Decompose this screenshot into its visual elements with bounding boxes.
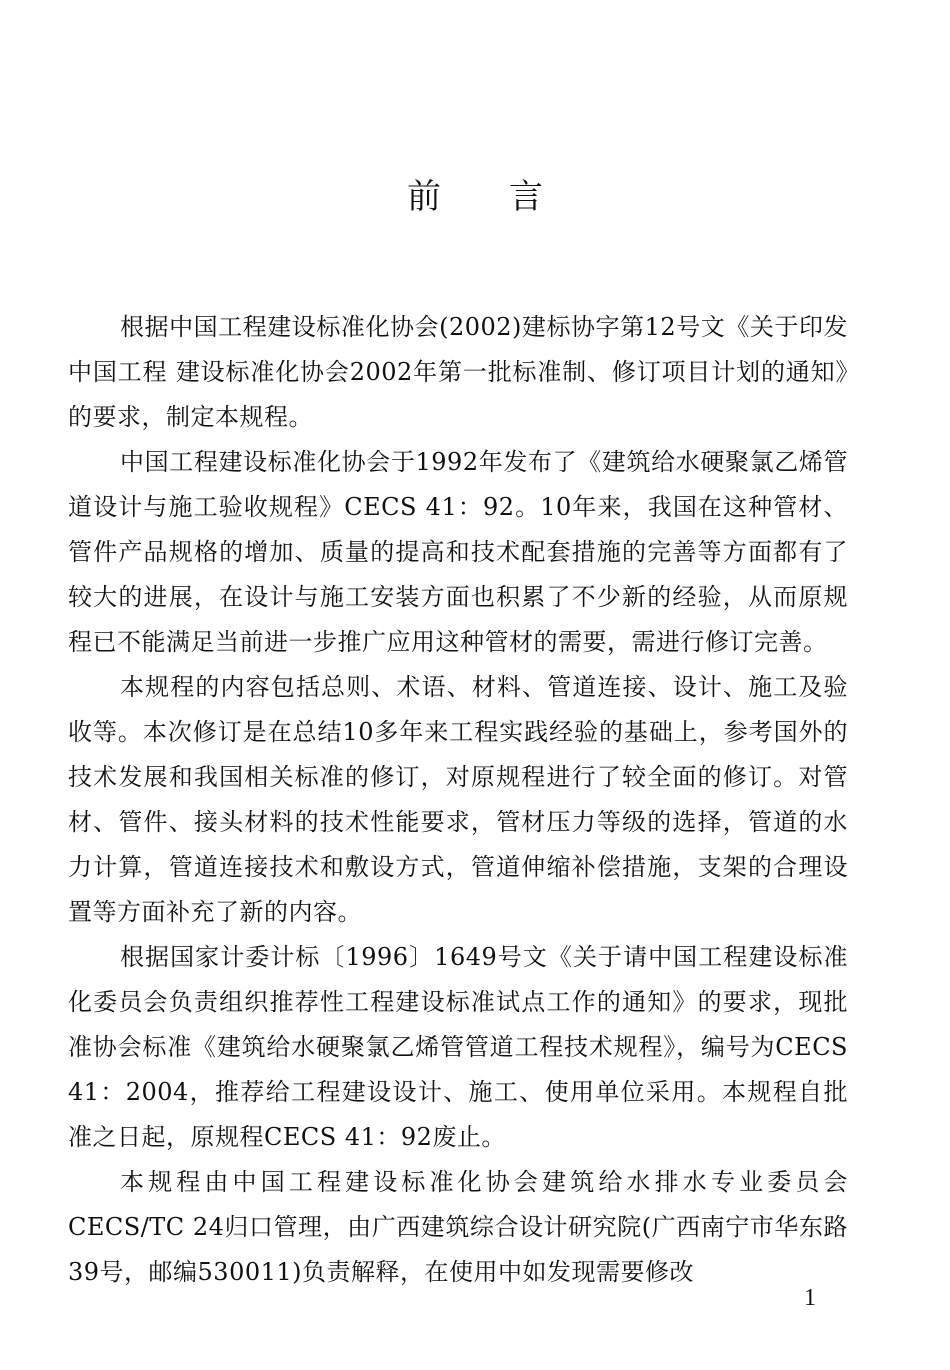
preface-body <box>68 305 848 1295</box>
paragraph-4: 根据国家计委计标〔1996〕1649号文《关于请中国工程建设标准化委员会负责组织推荐性工程建设标准试点工作的通知》的要求，现批准协会标准《建筑给水硬聚氯乙烯管管道工程技术规程》，编号为CECS 41：2004，推荐给工程建设设计、施工、使用单位采用。本规程自批准之日起，原规程CECS 41：92废止。 <box>68 943 848 1151</box>
paragraph-3: 本规程的内容包括总则、术语、材料、管道连接、设计、施工及验收等。本次修订是在总结10多年来工程实践经验的基础上，参考国外的技术发展和我国相关标准的修订，对原规程进行了较全面的修订。对管材、管件、接头材料的技术性能要求，管材压力等级的选择，管道的水力计算，管道连接技术和敷设方式，管道伸缩补偿措施，支架的合理设置等方面补充了新的内容。 <box>68 673 848 926</box>
paragraph-1: 根据中国工程建设标准化协会(2002)建标协字第12号文《关于印发中国工程 建设标准化协会2002年第一批标准制、修订项目计划的通知》的要求，制定本规程。 <box>68 313 848 431</box>
page-title: 前言 <box>407 177 611 217</box>
paragraph-5: 本规程由中国工程建设标准化协会建筑给水排水专业委员会CECS/TC 24归口管理，由广西建筑综合设计研究院(广西南宁市华东路39号，邮编530011)负责解释，在使用中如发现需要修改 <box>68 1168 848 1286</box>
page-number: 1 <box>804 1285 816 1311</box>
paragraph-2: 中国工程建设标准化协会于1992年发布了《建筑给水硬聚氯乙烯管道设计与施工验收规程》CECS 41：92。10年来，我国在这种管材、管件产品规格的增加、质量的提高和技术配套措施的完善等方面都有了较大的进展，在设计与施工安装方面也积累了不少新的经验，从而原规程已不能满足当前进一步推广应用这种管材的需要，需进行修订完善。 <box>68 448 848 656</box>
